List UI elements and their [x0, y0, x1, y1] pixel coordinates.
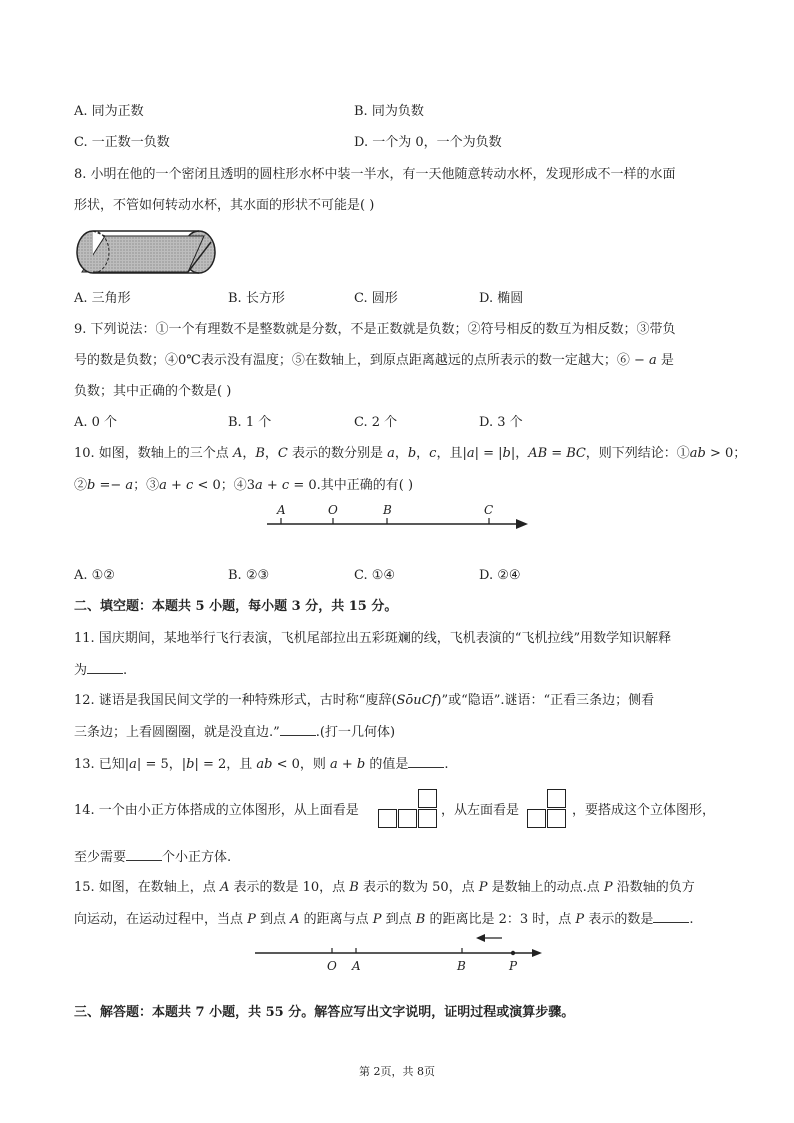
q13-post: .	[444, 757, 449, 772]
q14-pre: 至少需要	[74, 850, 127, 865]
cylinder-figure	[72, 228, 220, 278]
q14-top-view-grid	[378, 789, 438, 829]
page-footer: 第 2页，共 8页	[359, 1065, 435, 1078]
q15-number-line	[252, 930, 544, 974]
section-3-heading: 三、解答题：本题共 7 小题，共 55 分。解答应写出文字说明，证明过程或演算步骤。	[74, 1005, 575, 1020]
q13-answer-blank[interactable]	[408, 755, 444, 768]
q9-option-a: A. 0 个	[74, 415, 118, 430]
q10-option-c: C. ①④	[354, 568, 396, 583]
q10-option-a: A. ①②	[74, 568, 115, 583]
q8-option-c: C. 圆形	[354, 291, 398, 306]
q7-option-d: D. 一个为 0，一个为负数	[354, 135, 502, 150]
q10-label-c: C	[484, 503, 494, 517]
q14-part2: ，从左面看是	[441, 803, 520, 818]
q15-post: .	[689, 912, 694, 927]
q15-label-a: A	[352, 959, 361, 973]
q14-left-view-grid	[527, 789, 567, 829]
q15-pre: 向运动，在运动过程中，当点 𝑃 到点 𝐴 的距离与点 𝑃 到点 𝐵 的距离比是 2：3 时，点 𝑃 表示的数是	[74, 912, 654, 927]
q11-stem-line2	[74, 661, 127, 680]
q10-option-b: B. ②③	[228, 568, 270, 583]
q9-stem-line3: 负数；其中正确的个数是( )	[74, 384, 232, 399]
q10-label-b: B	[383, 503, 392, 517]
q9-option-b: B. 1 个	[228, 415, 272, 430]
q9-option-d: D. 3 个	[479, 415, 523, 430]
q10-stem-line1: 10. 如图，数轴上的三个点 𝐴，𝐵，𝐶 表示的数分别是 𝑎，𝑏，𝑐，且|𝑎| = |𝑏|，𝐴𝐵 = 𝐵𝐶，则下列结论：①𝑎𝑏 > 0；	[74, 446, 747, 461]
q14-answer-blank[interactable]	[126, 848, 162, 861]
q15-label-p: P	[509, 959, 518, 973]
q12-stem-line2	[74, 723, 395, 742]
q14-part1: 14. 一个由小正方体搭成的立体图形，从上面看是	[74, 803, 359, 818]
q7-option-b: B. 同为负数	[354, 104, 424, 119]
q7-option-c: C. 一正数一负数	[74, 135, 170, 150]
q11-post: .	[123, 663, 128, 678]
q15-label-b: B	[457, 959, 466, 973]
q9-option-c: C. 2 个	[354, 415, 398, 430]
q13-stem	[74, 755, 449, 774]
q10-number-line	[262, 500, 532, 536]
q9-stem-line1: 9. 下列说法：①一个有理数不是整数就是分数，不是正数就是负数；②符号相反的数互为相反数；③带负	[74, 322, 676, 337]
q15-stem-line2	[74, 910, 693, 929]
q8-option-d: D. 椭圆	[479, 291, 524, 306]
q12-stem-line1: 12. 谜语是我国民间文学的一种特殊形式，古时称“廋辞(𝑆𝑜̄𝑢𝐶𝑓)”或“隐语”.谜语：“正看三条边；侧看	[74, 693, 655, 708]
q11-pre: 为	[74, 663, 88, 678]
q12-pre: 三条边；上看圆圈圈，就是没直边.”	[74, 725, 280, 740]
q8-stem-line1: 8. 小明在他的一个密闭且透明的圆柱形水杯中装一半水，有一天他随意转动水杯，发现形成不一样的水面	[74, 167, 676, 182]
q10-option-d: D. ②④	[479, 568, 521, 583]
q15-label-o: O	[327, 959, 337, 973]
q13-pre: 13. 已知|𝑎| = 5，|𝑏| = 2，且 𝑎𝑏 < 0，则 𝑎 + 𝑏 的值是	[74, 757, 409, 772]
q15-answer-blank[interactable]	[653, 910, 689, 923]
q11-stem-line1: 11. 国庆期间，某地举行飞行表演，飞机尾部拉出五彩斑斓的线，飞机表演的“飞机拉线”用数学知识解释	[74, 631, 672, 646]
q10-stem-line2: ②𝑏 =− 𝑎；③𝑎 + 𝑐 < 0；④3𝑎 + 𝑐 = 0.其中正确的有( )	[74, 478, 414, 493]
q7-option-a: A. 同为正数	[74, 104, 144, 119]
q10-label-o: O	[328, 503, 338, 517]
q15-stem-line1: 15. 如图，在数轴上，点 𝐴 表示的数是 10，点 𝐵 表示的数为 50，点 𝑃 是数轴上的动点.点 𝑃 沿数轴的负方	[74, 880, 695, 895]
q8-stem-line2: 形状，不管如何转动水杯，其水面的形状不可能是( )	[74, 198, 375, 213]
q14-part3: ，要搭成这个立体图形，	[572, 803, 716, 818]
q14-post: 个小正方体.	[162, 850, 232, 865]
section-2-heading: 二、填空题：本题共 5 小题，每小题 3 分，共 15 分。	[74, 599, 398, 614]
q10-label-a: A	[277, 503, 286, 517]
q12-post: .(打一几何体)	[315, 725, 396, 740]
q8-option-a: A. 三角形	[74, 291, 131, 306]
q12-answer-blank[interactable]	[280, 723, 316, 736]
q9-stem-line2: 号的数是负数；④0℃表示没有温度；⑤在数轴上，到原点距离越远的点所表示的数一定越大；⑥ − 𝑎 是	[74, 353, 674, 368]
q11-answer-blank[interactable]	[87, 661, 123, 674]
q8-option-b: B. 长方形	[228, 291, 285, 306]
q14-stem-line2	[74, 848, 231, 867]
